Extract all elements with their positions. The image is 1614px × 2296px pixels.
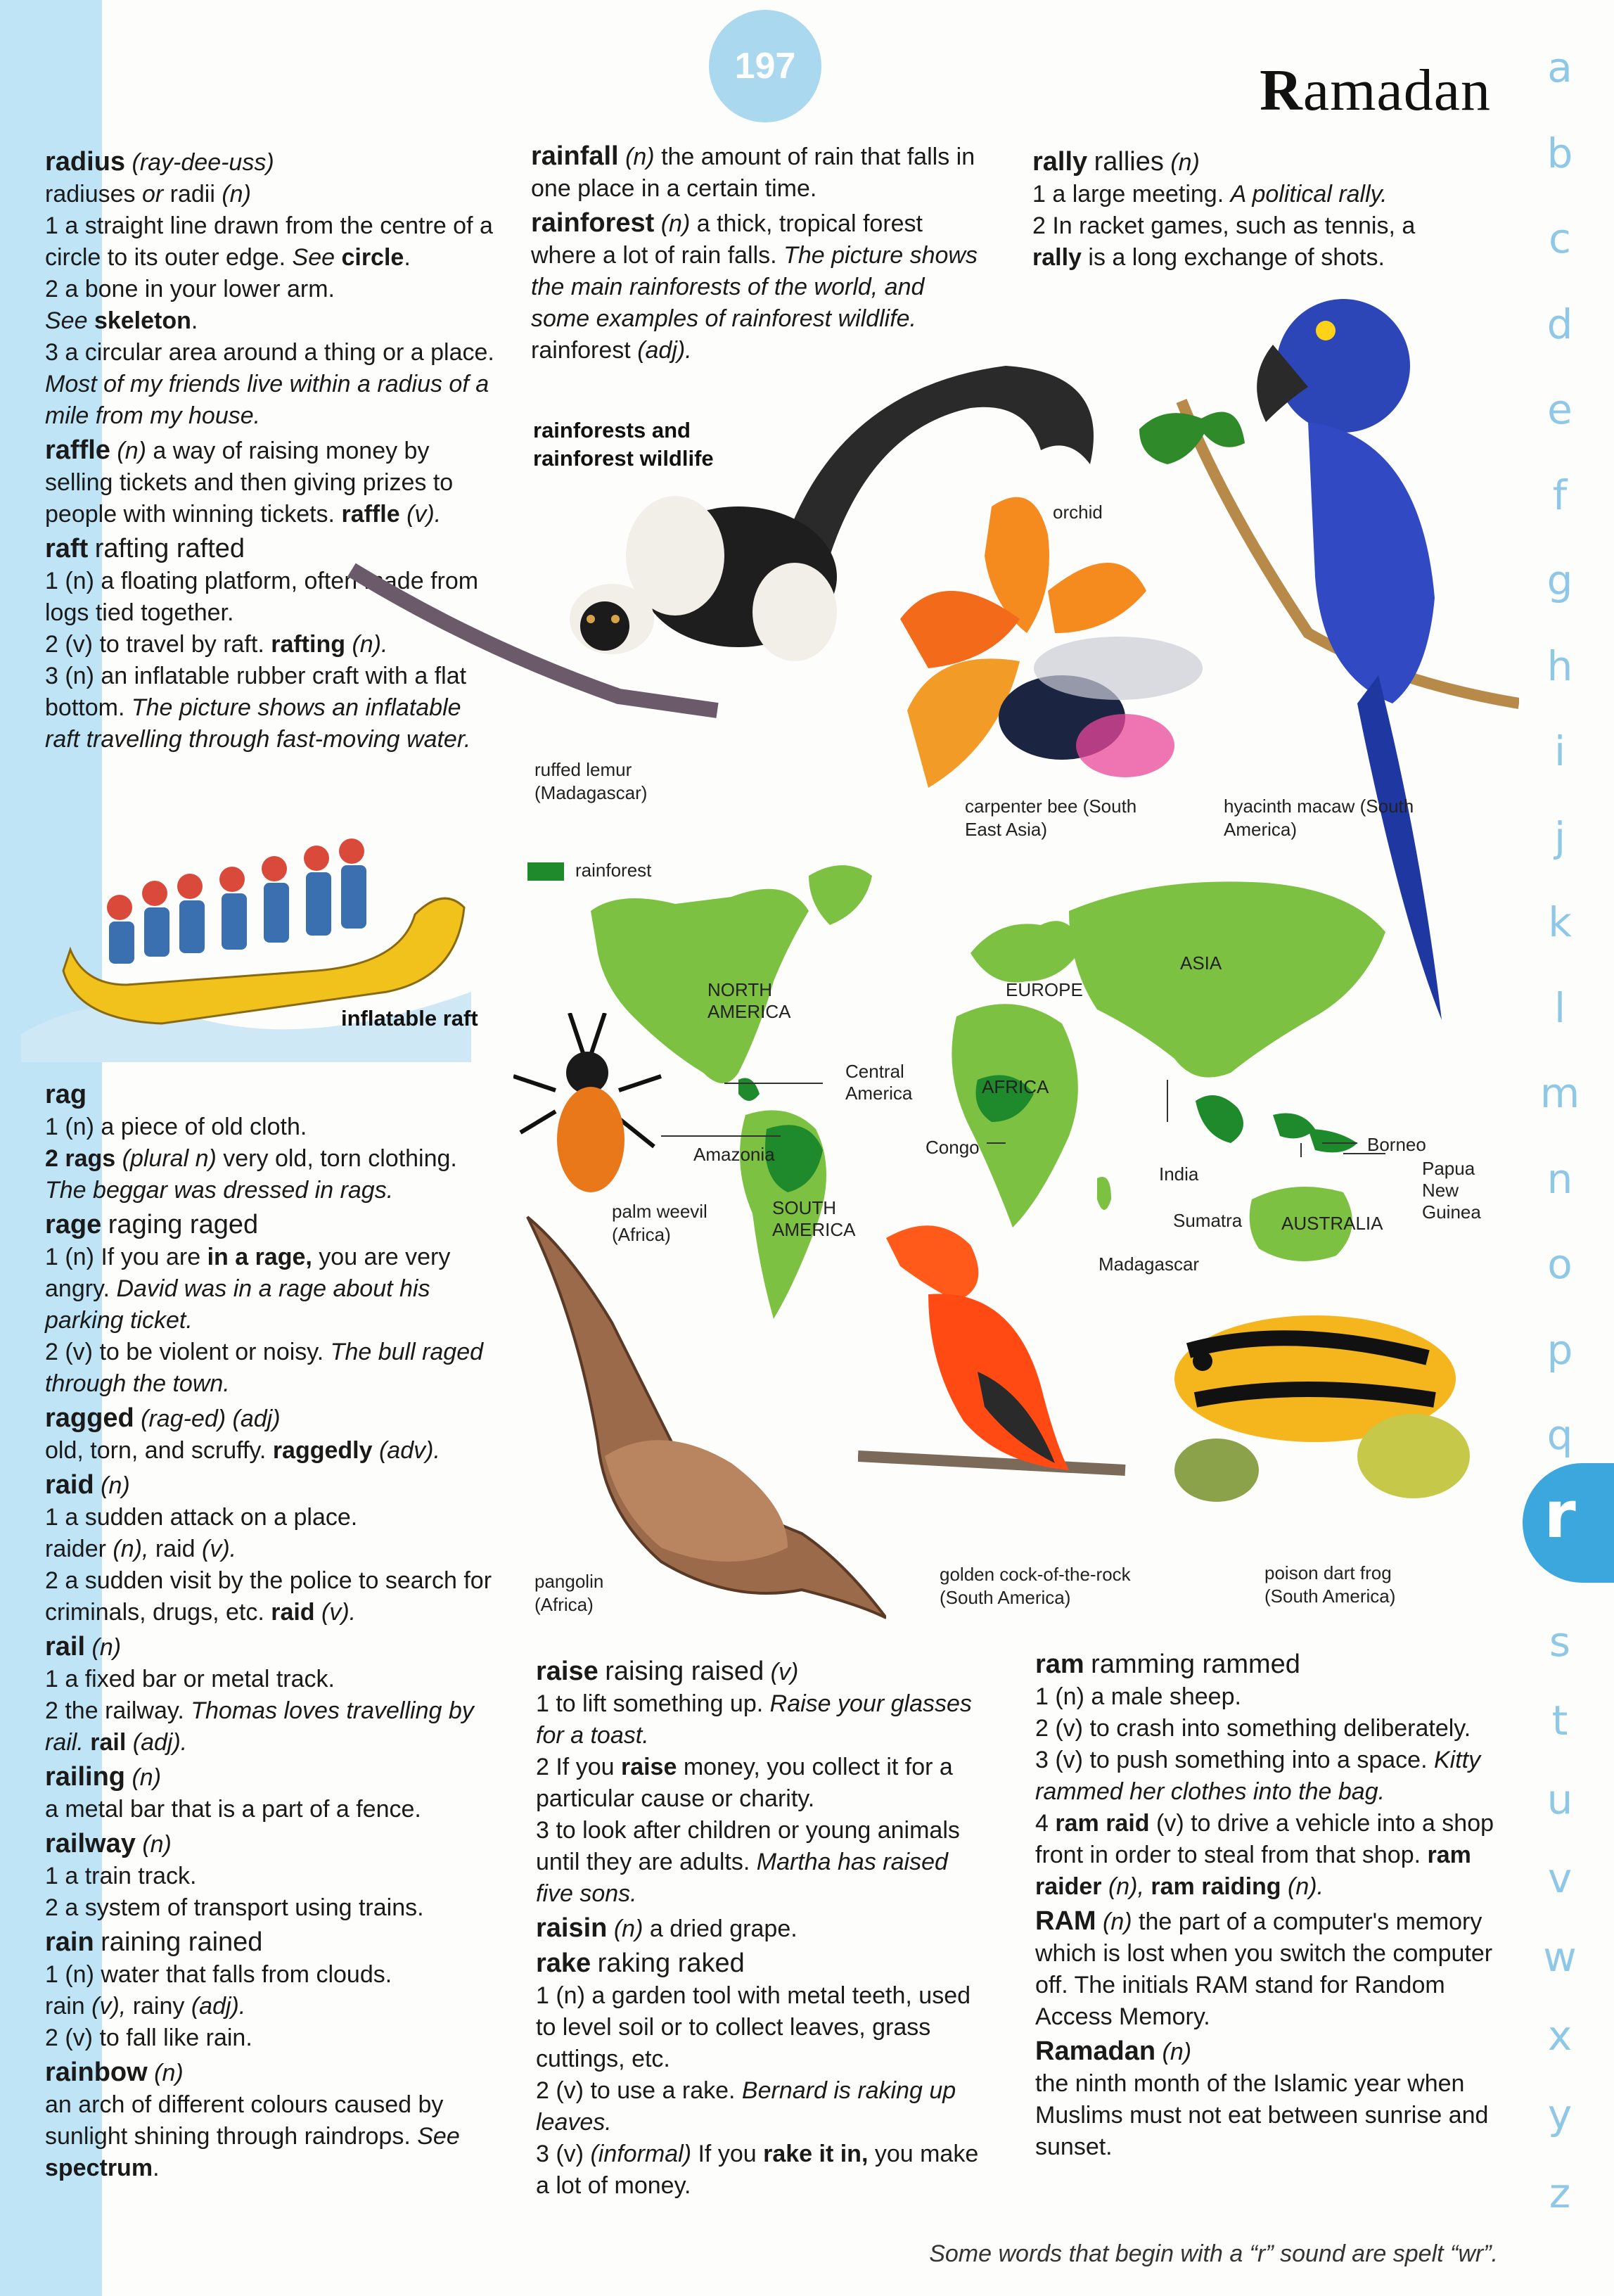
entry-rage: rage raging raged 1 (n) If you are in a rage, you are very angry. David was in a rage about his parking ticket. 2 (v) to be violent or noisy. The bull raged through the town. xyxy=(45,1210,484,1397)
alphabet-letter-p[interactable]: p xyxy=(1546,1325,1573,1374)
bird-body xyxy=(928,1294,1069,1470)
alphabet-letter-q[interactable]: q xyxy=(1546,1411,1573,1459)
alphabet-letter-z[interactable]: z xyxy=(1549,2169,1571,2217)
alphabet-letter-a[interactable]: a xyxy=(1547,44,1573,91)
map-legend-label: rainforest xyxy=(575,860,652,881)
map-label-amazonia: Amazonia xyxy=(693,1144,775,1165)
orchid-caption: orchid xyxy=(1053,502,1103,523)
alphabet-letter-f[interactable]: f xyxy=(1552,471,1568,519)
alphabet-letter-o[interactable]: o xyxy=(1547,1240,1573,1288)
entry-rainfall: rainfall (n) the amount of rain that falls in one place in a certain time. xyxy=(531,141,975,202)
frog-caption: poison dart frog (South America) xyxy=(1264,1562,1396,1607)
column-2-top xyxy=(531,141,988,369)
column-3-top xyxy=(1032,146,1468,276)
map-label-india: India xyxy=(1159,1163,1199,1185)
alphabet-letter-n[interactable]: n xyxy=(1546,1154,1573,1203)
pangolin-caption: pangolin (Africa) xyxy=(534,1571,604,1615)
map-label-africa: AFRICA xyxy=(982,1076,1049,1097)
entry-ramadan: Ramadan (n) the ninth month of the Islamic year when Muslims must not eat between sunrise and sunset. xyxy=(1035,2036,1489,2160)
map-legend-swatch xyxy=(527,862,564,881)
map-label-borneo: Borneo xyxy=(1367,1134,1426,1155)
map-label-australia: AUSTRALIA xyxy=(1281,1213,1383,1234)
column-2-bottom xyxy=(536,1656,986,2205)
entry-rainbow: rainbow (n) an arch of different colours caused by sunlight shining through raindrops. See spectrum. xyxy=(45,2058,460,2181)
alphabet-letter-w[interactable]: w xyxy=(1543,1933,1577,1981)
map-label-south-america: SOUTH AMERICA xyxy=(772,1197,856,1240)
map-label-europe: EUROPE xyxy=(1006,979,1083,1000)
entry-ram: ram ramming rammed 1 (n) a male sheep. 2 (v) to crash into something deliberately. 3 (v) to push something into a space. Kitty rammed her clothes into the bag. 4 ram raid (v) to drive a vehicle into a shop front in order to steal from that shop. ram raider (n), ram raiding (n). xyxy=(1035,1650,1494,1900)
raft-caption: inflatable raft xyxy=(341,1006,478,1031)
entry-raisin: raisin (n) a dried grape. xyxy=(536,1913,798,1943)
entry-railway: railway (n) 1 a train track. 2 a system of transport using trains. xyxy=(45,1829,424,1921)
weevil-caption: palm weevil (Africa) xyxy=(612,1201,707,1245)
alphabet-letter-e[interactable]: e xyxy=(1547,385,1573,433)
alphabet-letter-k[interactable]: k xyxy=(1548,898,1572,946)
map-label-madagascar: Madagascar xyxy=(1099,1254,1200,1275)
alphabet-letter-b[interactable]: b xyxy=(1546,129,1573,177)
alphabet-letter-u[interactable]: u xyxy=(1546,1775,1573,1823)
macaw-caption: hyacinth macaw (South America) xyxy=(1224,796,1414,840)
entry-RAM: RAM (n) the part of a computer's memory which is lost when you switch the computer off. The initials RAM stand for Random Access Memory. xyxy=(1035,1906,1493,2030)
map-label-north-america: NORTH AMERICA xyxy=(707,979,791,1022)
entry-rag: rag 1 (n) a piece of old cloth. 2 rags (plural n) very old, torn clothing. The beggar was dressed in rags. xyxy=(45,1080,457,1204)
entry-raffle: raffle (n) a way of raising money by selling tickets and then giving prizes to people with winning tickets. raffle (v). xyxy=(45,435,454,528)
alphabet-letter-s[interactable]: s xyxy=(1549,1618,1571,1666)
alphabet-letter-h[interactable]: h xyxy=(1546,642,1573,690)
map-label-papua: Papua New Guinea xyxy=(1422,1158,1481,1223)
footnote: Some words that begin with a “r” sound are spelt “wr”. xyxy=(929,2240,1498,2267)
alphabet-letter-v[interactable]: v xyxy=(1547,1854,1573,1902)
column-1-lower xyxy=(45,1079,502,2187)
map-label-central-america: Central America xyxy=(845,1061,913,1104)
alphabet-letter-x[interactable]: x xyxy=(1547,2012,1573,2060)
cock-caption: golden cock-of-the-rock (South America) xyxy=(940,1564,1131,1608)
lemur-caption: ruffed lemur (Madagascar) xyxy=(534,759,648,803)
entry-rail: rail (n) 1 a fixed bar or metal track. 2 the railway. Thomas loves travelling by rail. rail (adj). xyxy=(45,1632,474,1756)
column-3-bottom xyxy=(1035,1649,1499,2166)
map-label-asia: ASIA xyxy=(1180,952,1222,974)
entry-rain: rain raining rained 1 (n) water that falls from clouds. rain (v), rainy (adj). 2 (v) to fall like rain. xyxy=(45,1927,392,2051)
entry-raft: raft rafting rafted 1 (n) a floating platform, often made from logs tied together. 2 (v) to travel by raft. rafting (n). 3 (n) an inflatable rubber craft with a flat bottom. The picture shows an inflatable raft travelling through fast-moving water. xyxy=(45,534,479,753)
alphabet-letter-l[interactable]: l xyxy=(1554,983,1566,1032)
alphabet-letter-m[interactable]: m xyxy=(1539,1069,1580,1117)
alphabet-letter-t[interactable]: t xyxy=(1551,1697,1568,1745)
alphabet-letter-g[interactable]: g xyxy=(1546,556,1573,604)
frog-illustration xyxy=(1146,1294,1484,1548)
page-number: 197 xyxy=(709,10,821,122)
alphabet-letter-j[interactable]: j xyxy=(1554,812,1566,861)
map-label-congo: Congo xyxy=(926,1137,980,1158)
bee-caption: carpenter bee (South East Asia) xyxy=(965,796,1137,840)
bird-head xyxy=(886,1225,978,1301)
entry-raid: raid (n) 1 a sudden attack on a place. raider (n), raid (v). 2 a sudden visit by the police to search for criminals, drugs, etc. raid (v). xyxy=(45,1470,492,1626)
alphabet-letter-c[interactable]: c xyxy=(1549,215,1571,262)
weevil-illustration xyxy=(513,1013,675,1196)
weevil-body xyxy=(557,1087,625,1192)
entry-rake: rake raking raked 1 (n) a garden tool with metal teeth, used to level soil or to collect leaves, grass cuttings, etc. 2 (v) to use a rake. Bernard is raking up leaves. 3 (v) (informal) If you rake it in, you make a lot of money. xyxy=(536,1949,979,2199)
rainforest-panel-title: rainforests and rainforest wildlife xyxy=(533,418,714,471)
alphabet-letter-y[interactable]: y xyxy=(1547,2091,1573,2138)
entry-radius: radius (ray-dee-uss) radiuses or radii (n) 1 a straight line drawn from the centre of a circle to its outer edge. See circle. 2 a bone in your lower arm. See skeleton. 3 a circular area around a thing or a place. Most of my friends live within a radius of a mile from my house. xyxy=(45,147,494,429)
entry-railing: railing (n) a metal bar that is a part of a fence. xyxy=(45,1762,421,1823)
page-headword: Ramadan xyxy=(1260,58,1491,123)
map-label-sumatra: Sumatra xyxy=(1173,1210,1243,1231)
alphabet-letter-i[interactable]: i xyxy=(1554,727,1566,775)
alphabet-letter-r[interactable]: r xyxy=(1544,1477,1576,1552)
macaw-body xyxy=(1308,422,1435,703)
entry-raise: raise raising raised (v) 1 to lift something up. Raise your glasses for a toast. 2 If you raise money, you collect it for a particular cause or charity. 3 to look after children or young animals until they are adults. Martha has raised five sons. xyxy=(536,1657,972,1907)
macaw-head xyxy=(1276,299,1410,433)
entry-rally: rally rallies (n) 1 a large meeting. A political rally. 2 In racket games, such as tennis, a rally is a long exchange of shots. xyxy=(1032,147,1416,271)
entry-rainforest: rainforest (n) a thick, tropical forest where a lot of rain falls. The picture shows the main rainforests of the world, and some examples of rainforest wildlife. rainforest (adj). xyxy=(531,208,978,364)
alphabet-letter-d[interactable]: d xyxy=(1546,300,1573,348)
cock-of-the-rock-illustration xyxy=(858,1210,1132,1491)
pangolin-illustration xyxy=(520,1210,886,1632)
entry-ragged: ragged (rag-ed) (adj) old, torn, and scruffy. raggedly (adv). xyxy=(45,1403,440,1464)
